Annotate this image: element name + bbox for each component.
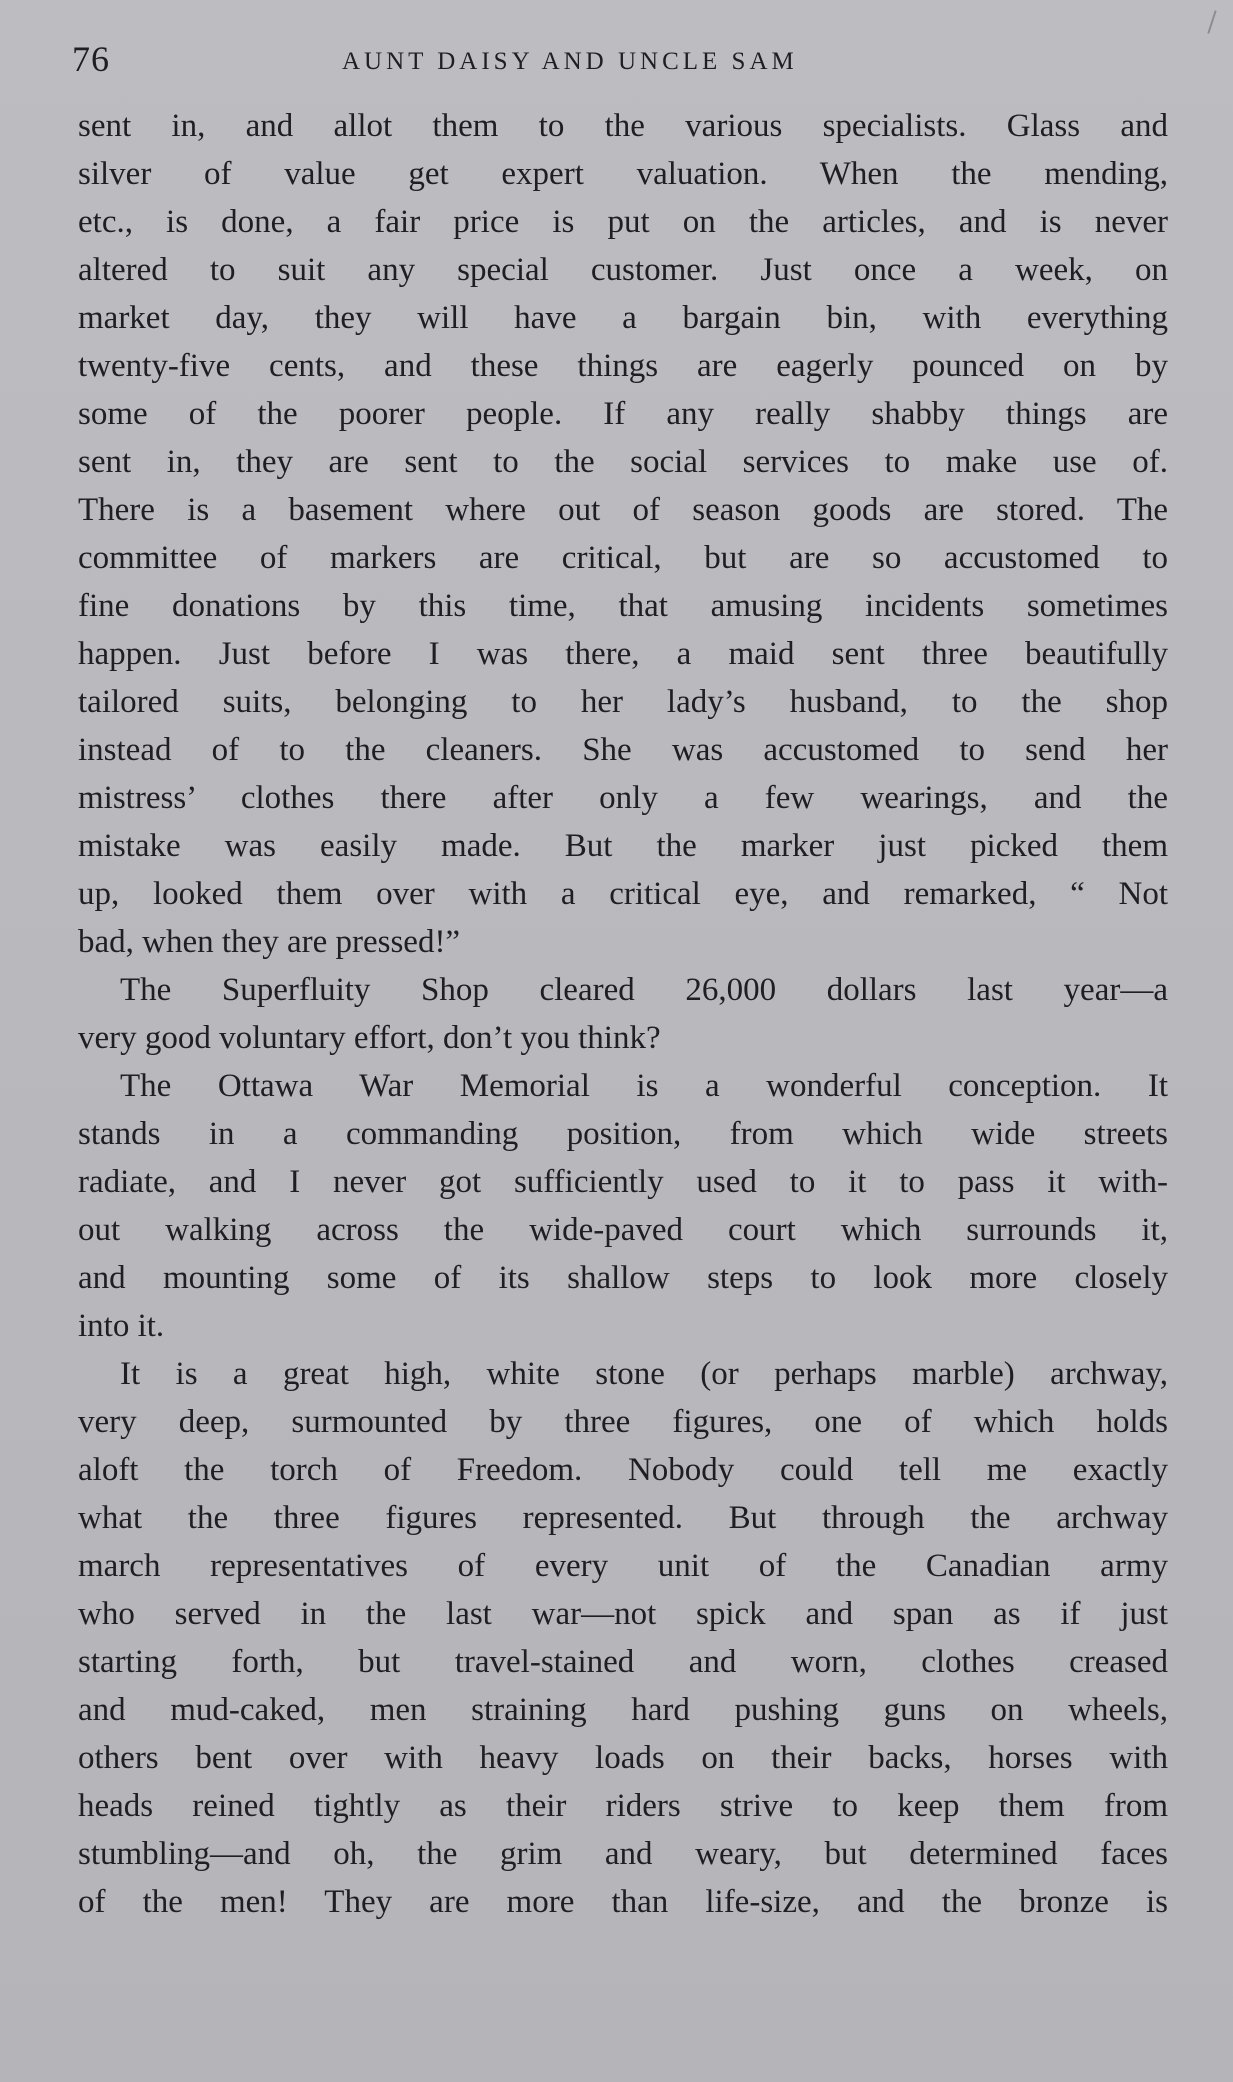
text-line: There is a basement where out of season goods are stored. The <box>78 492 1168 528</box>
text-line: up, looked them over with a critical eye, and remarked, “ Not <box>78 876 1168 912</box>
text-line: very good voluntary effort, don’t you think? <box>78 1020 661 1056</box>
text-line: The Ottawa War Memorial is a wonderful conception. It <box>120 1068 1168 1104</box>
text-line: market day, they will have a bargain bin, with everything <box>78 300 1168 336</box>
text-line: starting forth, but travel-stained and worn, clothes creased <box>78 1644 1168 1680</box>
text-line: sent in, they are sent to the social services to make use of. <box>78 444 1168 480</box>
text-line: heads reined tightly as their riders strive to keep them from <box>78 1788 1168 1824</box>
text-line: others bent over with heavy loads on their backs, horses with <box>78 1740 1168 1776</box>
text-line: what the three figures represented. But through the archway <box>78 1500 1168 1536</box>
text-line: The Superfluity Shop cleared 26,000 dollars last year—a <box>120 972 1168 1008</box>
text-line: instead of to the cleaners. She was accustomed to send her <box>78 732 1168 768</box>
text-line: and mud-caked, men straining hard pushing guns on wheels, <box>78 1692 1168 1728</box>
text-line: stumbling—and oh, the grim and weary, but determined faces <box>78 1836 1168 1872</box>
text-line: stands in a commanding position, from which wide streets <box>78 1116 1168 1152</box>
text-line: some of the poorer people. If any really shabby things are <box>78 396 1168 432</box>
margin-mark <box>1207 10 1216 33</box>
text-line: It is a great high, white stone (or perhaps marble) archway, <box>120 1356 1168 1392</box>
text-line: aloft the torch of Freedom. Nobody could tell me exactly <box>78 1452 1168 1488</box>
text-line: sent in, and allot them to the various specialists. Glass and <box>78 108 1168 144</box>
text-line: happen. Just before I was there, a maid sent three beautifully <box>78 636 1168 672</box>
text-line: and mounting some of its shallow steps to look more closely <box>78 1260 1168 1296</box>
text-line: etc., is done, a fair price is put on the articles, and is never <box>78 204 1168 240</box>
text-line: committee of markers are critical, but are so accustomed to <box>78 540 1168 576</box>
text-line: twenty-five cents, and these things are eagerly pounced on by <box>78 348 1168 384</box>
text-line: who served in the last war—not spick and span as if just <box>78 1596 1168 1632</box>
text-line: very deep, surmounted by three figures, one of which holds <box>78 1404 1168 1440</box>
text-line: into it. <box>78 1308 165 1344</box>
text-line: radiate, and I never got sufficiently used to it to pass it with- <box>78 1164 1168 1200</box>
text-line: tailored suits, belonging to her lady’s husband, to the shop <box>78 684 1168 720</box>
text-line: of the men! They are more than life-size, and the bronze is <box>78 1884 1168 1920</box>
running-title: AUNT DAISY AND UNCLE SAM <box>342 48 798 75</box>
text-line: out walking across the wide-paved court which surrounds it, <box>78 1212 1168 1248</box>
text-line: fine donations by this time, that amusing incidents sometimes <box>78 588 1168 624</box>
text-line: bad, when they are pressed!” <box>78 924 461 960</box>
body-text <box>78 102 1168 1926</box>
text-line: silver of value get expert valuation. When the mending, <box>78 156 1168 192</box>
text-line: mistake was easily made. But the marker just picked them <box>78 828 1168 864</box>
page-header <box>72 38 1172 88</box>
text-line: mistress’ clothes there after only a few wearings, and the <box>78 780 1168 816</box>
page-number: 76 <box>72 39 110 79</box>
text-line: march representatives of every unit of the Canadian army <box>78 1548 1168 1584</box>
text-line: altered to suit any special customer. Just once a week, on <box>78 252 1168 288</box>
